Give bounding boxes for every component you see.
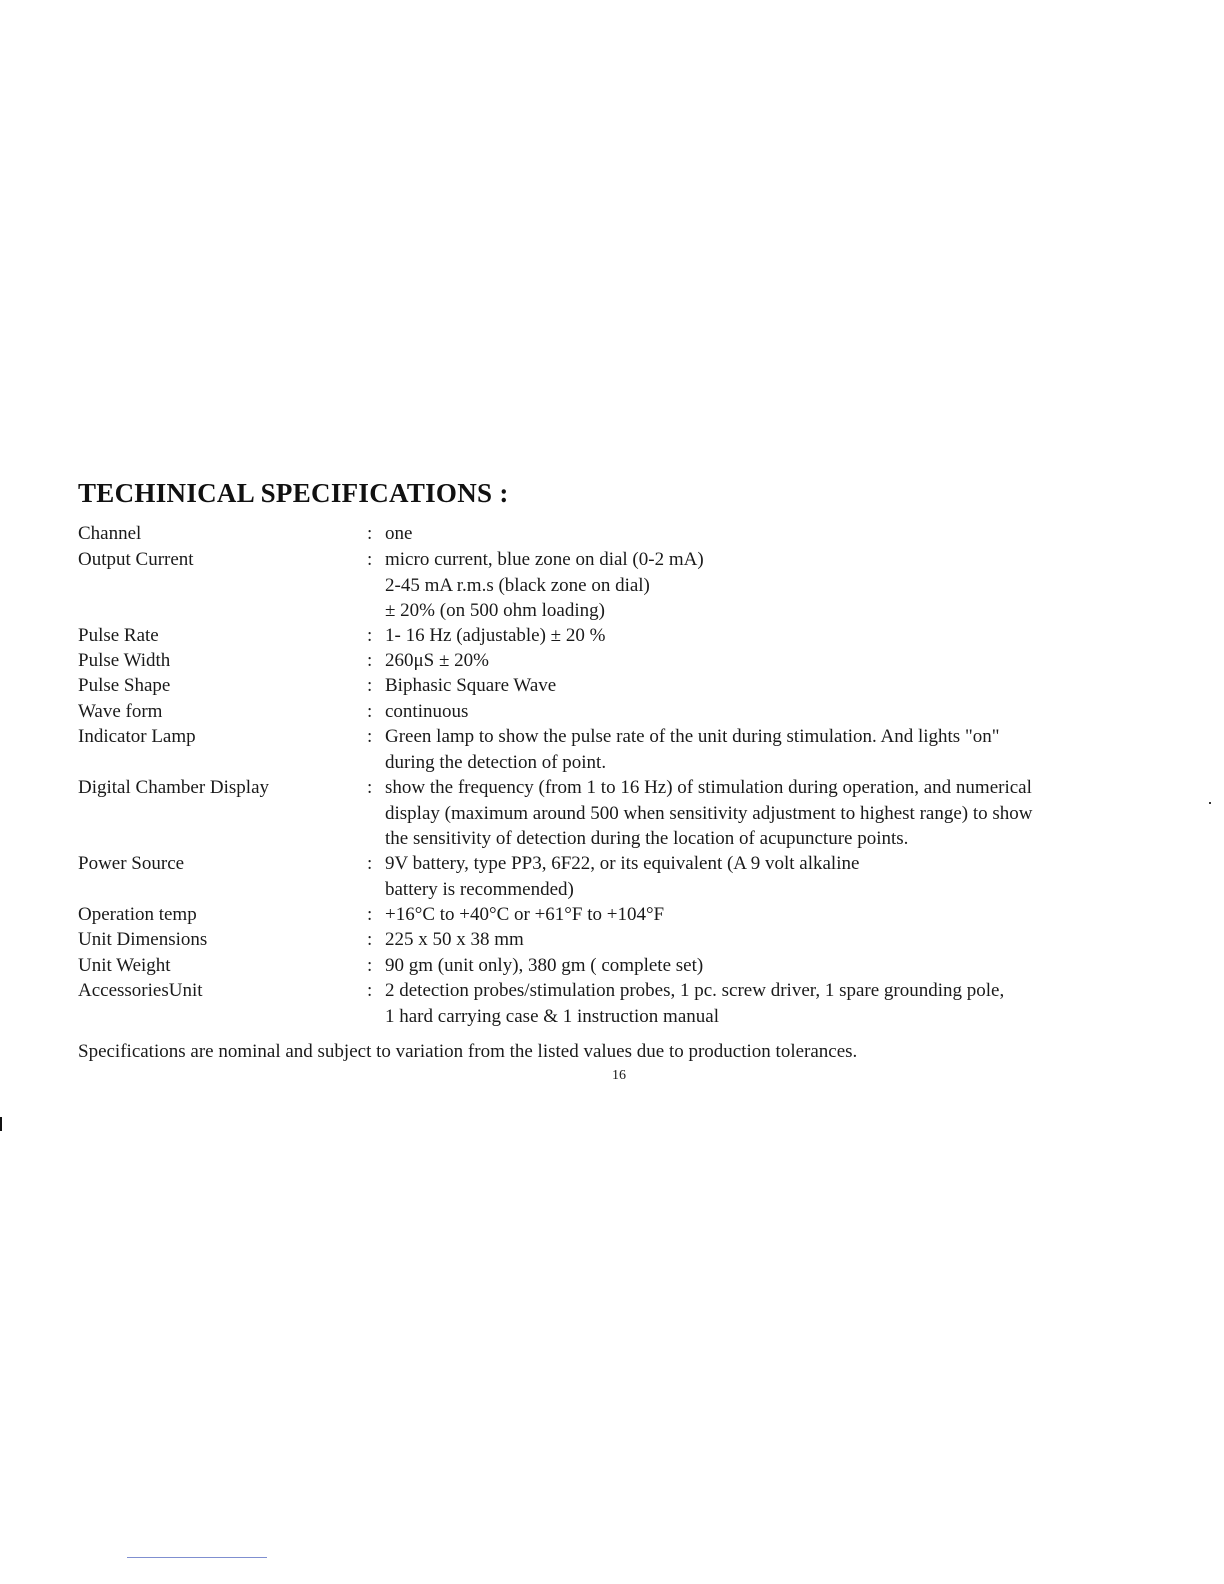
spec-label: Indicator Lamp bbox=[78, 726, 196, 747]
spec-value-line: 9V battery, type PP3, 6F22, or its equivalent (A 9 volt alkaline bbox=[385, 853, 860, 874]
spec-label: Wave form bbox=[78, 701, 163, 722]
spec-value-line: one bbox=[385, 523, 413, 544]
spec-value-line: 260μS ± 20% bbox=[385, 650, 490, 671]
spec-colon: : bbox=[367, 625, 373, 646]
spec-value bbox=[385, 927, 1185, 953]
page-title: TECHINICAL SPECIFICATIONS : bbox=[78, 478, 509, 508]
spec-value-line: battery is recommended) bbox=[385, 878, 574, 900]
spec-value bbox=[385, 851, 1185, 902]
spec-label: Power Source bbox=[78, 853, 185, 874]
spec-value bbox=[385, 902, 1185, 928]
spec-colon: : bbox=[367, 955, 373, 976]
spec-value-line: 2-45 mA r.m.s (black zone on dial) bbox=[385, 574, 650, 596]
spec-value bbox=[385, 978, 1185, 1029]
spec-value bbox=[385, 775, 1185, 852]
spec-value bbox=[385, 699, 1185, 725]
spec-label: Unit Dimensions bbox=[78, 929, 208, 950]
spec-label: AccessoriesUnit bbox=[78, 980, 203, 1001]
spec-value bbox=[385, 648, 1185, 674]
spec-colon: : bbox=[367, 980, 373, 1001]
spec-value-line: during the detection of point. bbox=[385, 751, 607, 773]
spec-colon: : bbox=[367, 777, 373, 798]
spec-value-line: 2 detection probes/stimulation probes, 1 pc. screw driver, 1 spare grounding pole, bbox=[385, 980, 1005, 1001]
spec-value-line: Biphasic Square Wave bbox=[385, 675, 557, 696]
spec-colon: : bbox=[367, 904, 373, 925]
bottom-rule bbox=[127, 1557, 267, 1558]
spec-value-line: micro current, blue zone on dial (0-2 mA) bbox=[385, 549, 704, 570]
spec-colon: : bbox=[367, 929, 373, 950]
spec-value-line: +16°C to +40°C or +61°F to +104°F bbox=[385, 904, 665, 925]
spec-label: Pulse Width bbox=[78, 650, 171, 671]
spec-value-line: continuous bbox=[385, 701, 469, 722]
spec-label: Unit Weight bbox=[78, 955, 171, 976]
spec-label: Pulse Rate bbox=[78, 625, 159, 646]
spec-value-line: 1 hard carrying case & 1 instruction manual bbox=[385, 1005, 719, 1027]
spec-value-line: 90 gm (unit only), 380 gm ( complete set) bbox=[385, 955, 704, 976]
spec-label: Output Current bbox=[78, 549, 194, 570]
spec-value bbox=[385, 953, 1185, 979]
spec-colon: : bbox=[367, 675, 373, 696]
spec-value-line: show the frequency (from 1 to 16 Hz) of stimulation during operation, and numerical bbox=[385, 777, 1032, 798]
spec-label: Channel bbox=[78, 523, 142, 544]
spec-value-line: the sensitivity of detection during the location of acupuncture points. bbox=[385, 828, 909, 849]
spec-value-line: ± 20% (on 500 ohm loading) bbox=[385, 600, 605, 621]
scan-mark-left bbox=[0, 1117, 2, 1131]
spec-value-line: Green lamp to show the pulse rate of the unit during stimulation. And lights "on" bbox=[385, 726, 1000, 747]
spec-colon: : bbox=[367, 523, 373, 544]
spec-colon: : bbox=[367, 726, 373, 747]
spec-value-line: 225 x 50 x 38 mm bbox=[385, 929, 524, 950]
spec-label: Operation temp bbox=[78, 904, 197, 925]
spec-value bbox=[385, 724, 1185, 775]
spec-colon: : bbox=[367, 853, 373, 874]
spec-value-line: display (maximum around 500 when sensitivity adjustment to highest range) to show bbox=[385, 802, 1033, 824]
scan-mark-right bbox=[1209, 802, 1211, 804]
spec-value bbox=[385, 623, 1185, 649]
spec-label: Digital Chamber Display bbox=[78, 777, 270, 798]
spec-colon: : bbox=[367, 650, 373, 671]
spec-label: Pulse Shape bbox=[78, 675, 171, 696]
spec-value bbox=[385, 673, 1185, 699]
page-number: 16 bbox=[612, 1068, 626, 1083]
footnote: Specifications are nominal and subject to variation from the listed values due to production tolerances. bbox=[78, 1041, 858, 1062]
spec-value-line: 1- 16 Hz (adjustable) ± 20 % bbox=[385, 625, 606, 646]
spec-colon: : bbox=[367, 701, 373, 722]
spec-colon: : bbox=[367, 549, 373, 570]
spec-value bbox=[385, 547, 1185, 624]
spec-value bbox=[385, 521, 1185, 547]
